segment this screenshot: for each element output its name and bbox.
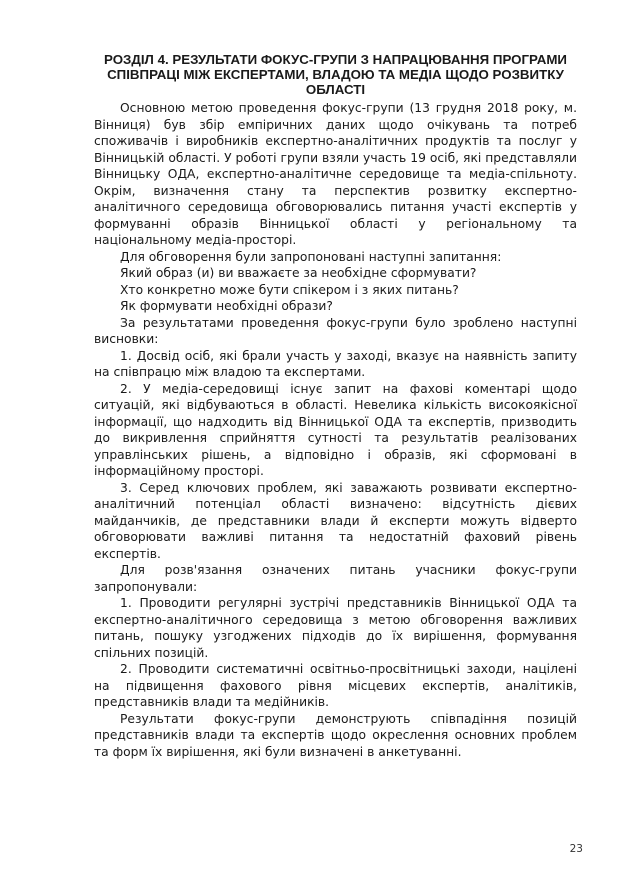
paragraph: 1. Проводити регулярні зустрічі представників Вінницької ОДА та експертно-аналітичного середовища з метою обговорення важливих питань, пошуку узгоджених підходів до їх вирішення, формування спільних позицій. bbox=[94, 596, 577, 660]
paragraph: Як формувати необхідні образи? bbox=[120, 299, 333, 313]
section-title: РОЗДІЛ 4. РЕЗУЛЬТАТИ ФОКУС-ГРУПИ З НАПРАЦЮВАННЯ ПРОГРАМИ СПІВПРАЦІ МІЖ ЕКСПЕРТАМИ, ВЛАДОЮ ТА МЕДІА ЩОДО РОЗВИТКУ ОБЛАСТІ bbox=[104, 52, 567, 97]
paragraph: 2. У медіа-середовищі існує запит на фахові коментарі щодо ситуацій, які відбуваються в області. Невелика кількість високоякісної інформації, що надходить від Вінницької ОДА та експертів, призводить до викривлення сприйняття сутності та результатів реалізованих управлінських рішень, а відповідно і образів, які сформовані в інформаційному просторі. bbox=[94, 381, 577, 478]
paragraph: Який образ (и) ви вважаєте за необхідне сформувати? bbox=[120, 266, 477, 280]
paragraph: Хто конкретно може бути спікером і з яких питань? bbox=[120, 282, 459, 297]
paragraph: Основною метою проведення фокус-групи (13 грудня 2018 року, м. Вінниця) був збір емпіричних даних щодо очікувань та потреб споживачів і виробників експертно-аналітичних продуктів та послуг у Вінницькій області. У роботі групи взяли участь 19 осіб, які представляли Вінницьку ОДА, експертно-аналітичне середовище та медіа-спільноту. Окрім, визначення стану та перспектив розвитку експертно-аналітичного середовища обговорювались питання участі експертів у формуванні образів Вінницької області у регіональному та національному медіа-просторі. bbox=[94, 101, 577, 247]
page-number: 23 bbox=[569, 843, 583, 855]
paragraph: 3. Серед ключових проблем, які заважають розвивати експертно-аналітичний потенціал області визначено: відсутність дієвих майданчиків, де представники влади й експерти можуть відверто обговорювати важливі питання та недостатній фаховий рівень експертів. bbox=[94, 480, 577, 561]
paragraph: 2. Проводити систематичні освітньо-просвітницькі заходи, націлені на підвищення фахового рівня місцевих експертів, аналітиків, представників влади та медійників. bbox=[94, 662, 577, 709]
paragraph: Для обговорення були запропоновані наступні запитання: bbox=[120, 249, 502, 264]
paragraph: 1. Досвід осіб, які брали участь у заході, вказує на наявність запиту на співпрацю між владою та експертами. bbox=[94, 348, 577, 379]
document-body bbox=[94, 100, 577, 760]
paragraph: Для розв'язання означених питань учасники фокус-групи запропонували: bbox=[94, 563, 577, 594]
paragraph: Результати фокус-групи демонструють співпадіння позицій представників влади та експертів щодо окреслення основних проблем та форм їх вирішення, які були визначені в анкетуванні. bbox=[94, 711, 577, 759]
paragraph: За результатами проведення фокус-групи було зроблено наступні висновки: bbox=[94, 315, 577, 346]
